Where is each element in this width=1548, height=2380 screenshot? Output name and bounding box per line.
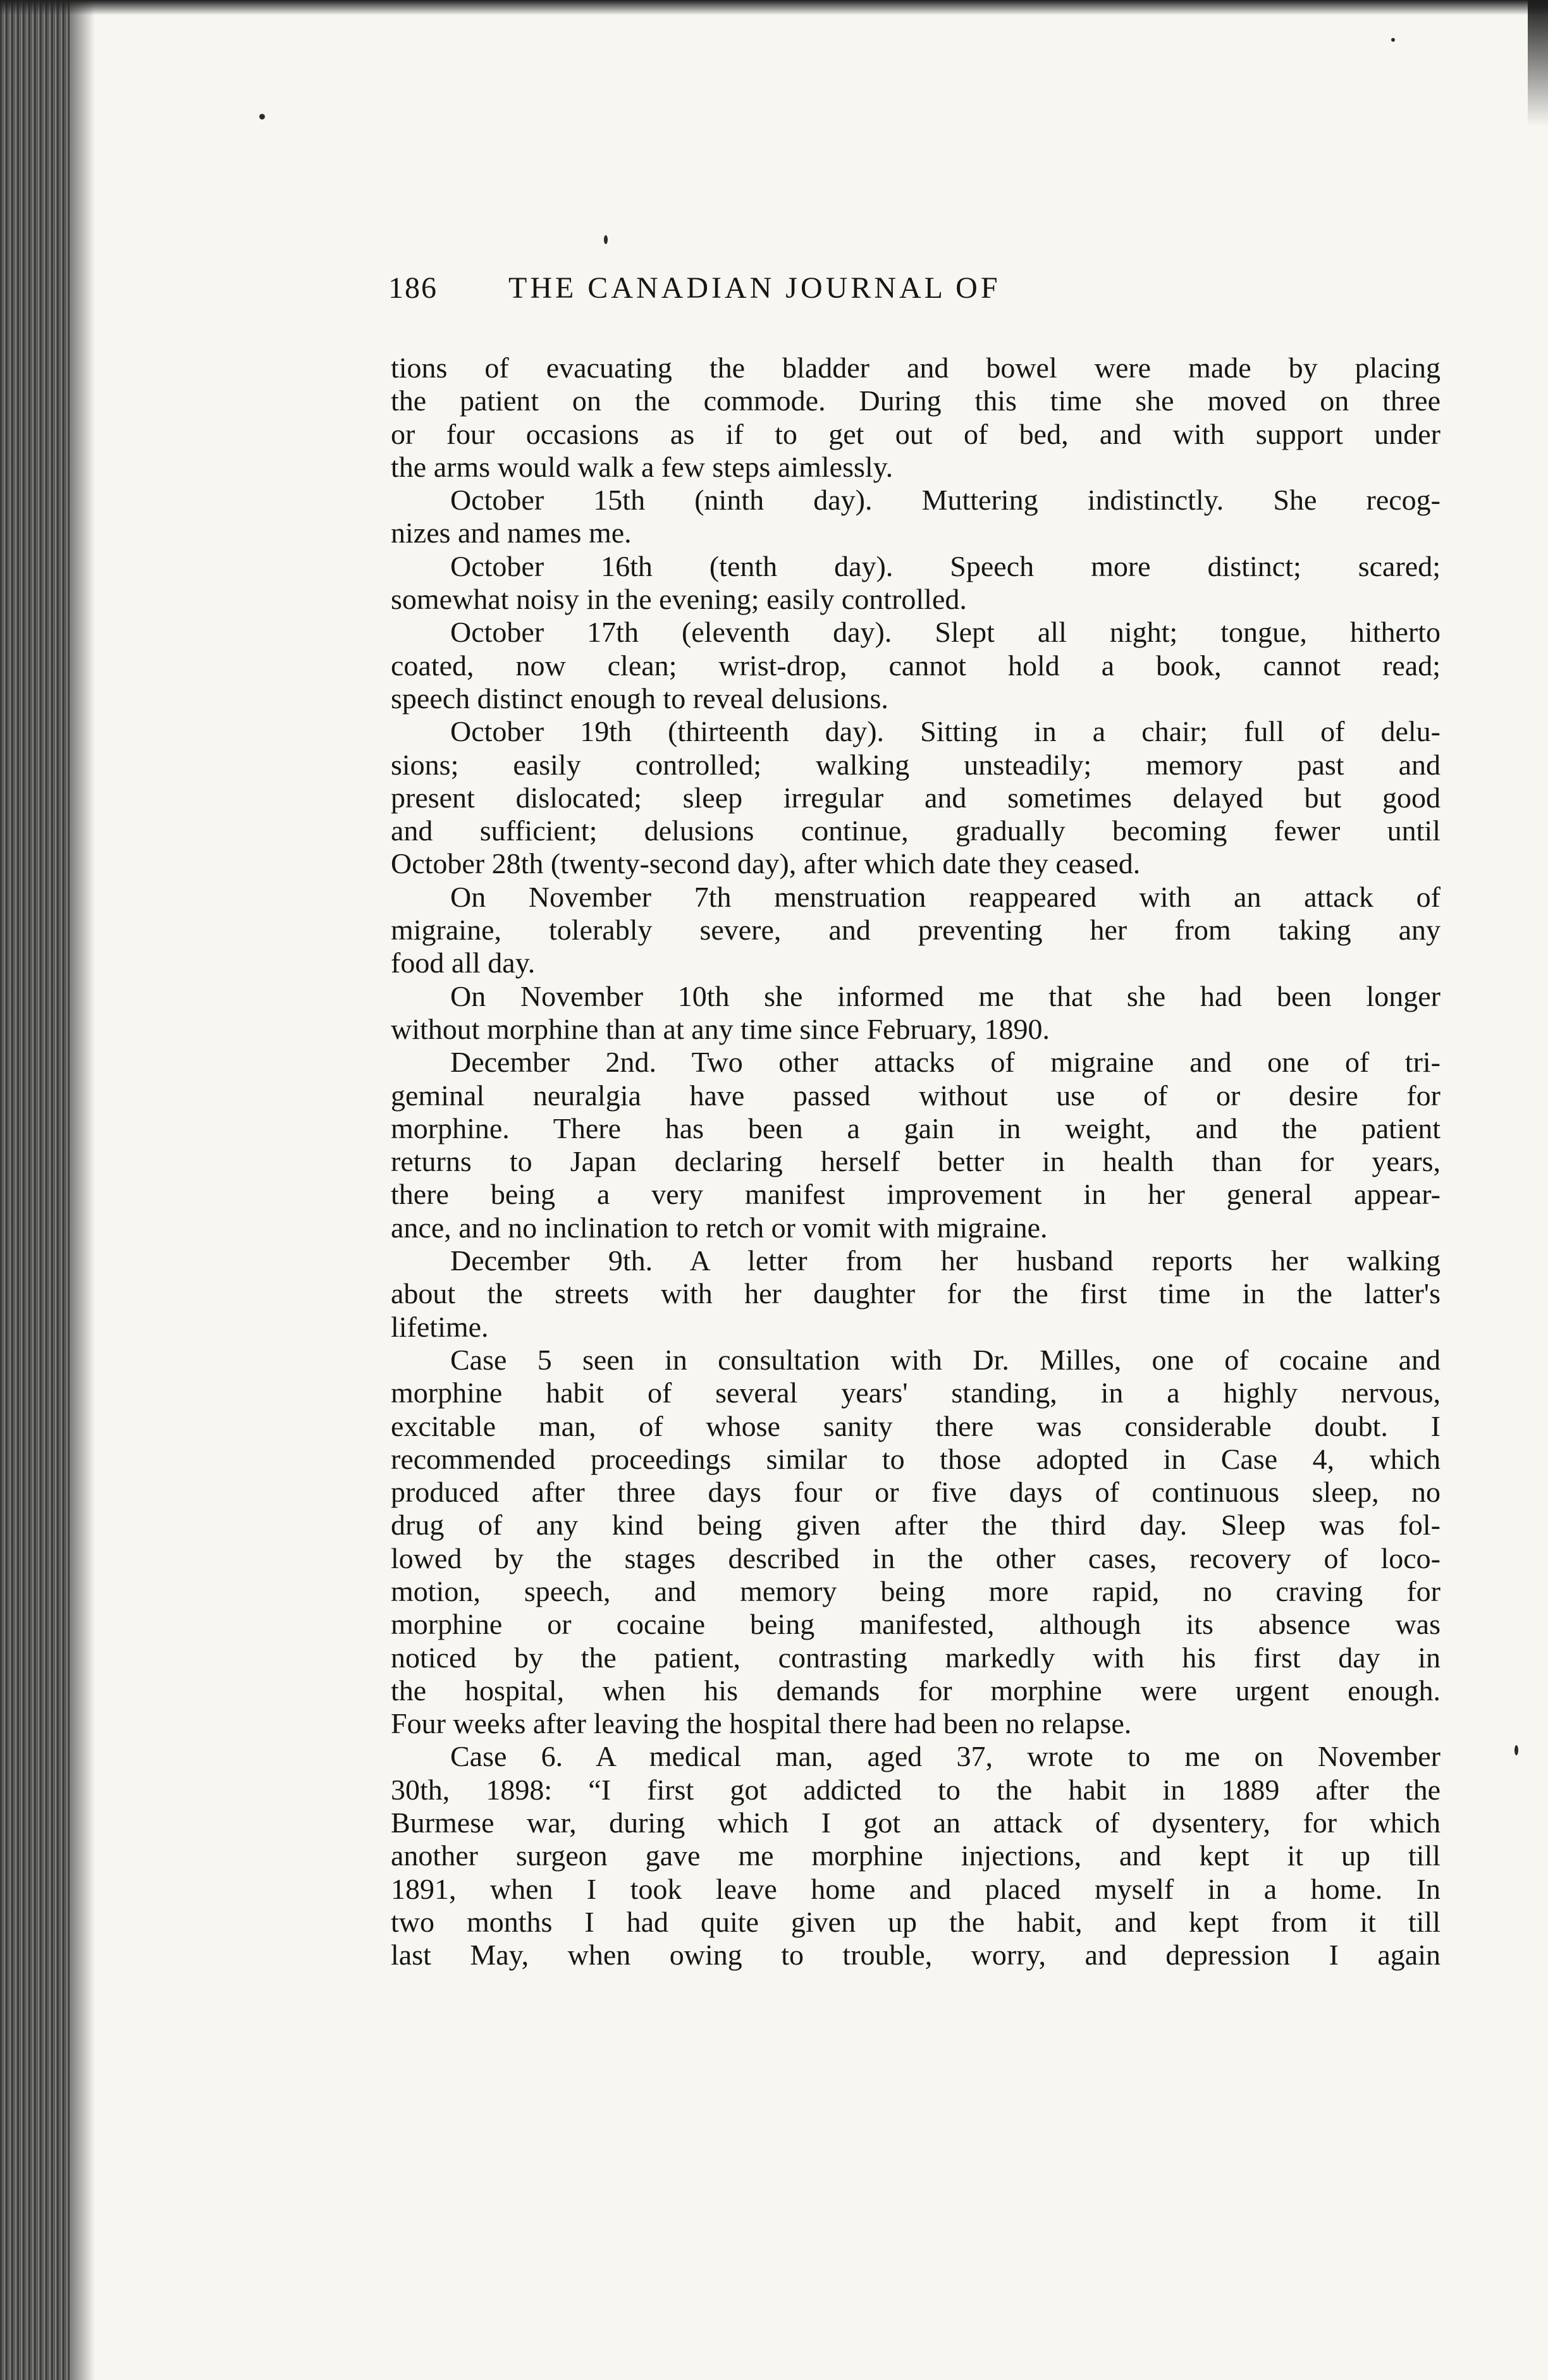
text-line: about the streets with her daughter for the first time in the latter's <box>391 1277 1440 1310</box>
text-line: produced after three days four or five days of continuous sleep, no <box>391 1476 1440 1509</box>
page-header <box>388 271 1438 309</box>
text-line: 1891, when I took leave home and placed myself in a home. In <box>391 1872 1440 1905</box>
text-line: 30th, 1898: “I first got addicted to the habit in 1889 after the <box>391 1773 1440 1806</box>
text-line: morphine. There has been a gain in weight, and the patient <box>391 1112 1440 1144</box>
ink-speck <box>1514 1745 1518 1755</box>
book-binding-edge <box>0 0 70 2380</box>
text-line: last May, when owing to trouble, worry, and depression I again <box>391 1939 1440 1972</box>
text-line: geminal neuralgia have passed without use of or desire for <box>391 1079 1440 1112</box>
text-line: On November 10th she informed me that she had been longer <box>450 979 1440 1012</box>
text-line: ance, and no inclination to retch or vomit with migraine. <box>391 1211 1048 1244</box>
text-line: somewhat noisy in the evening; easily controlled. <box>391 583 967 616</box>
running-title: THE CANADIAN JOURNAL OF <box>508 271 1001 305</box>
text-line: tions of evacuating the bladder and bowel were made by placing <box>391 352 1440 384</box>
text-line: morphine or cocaine being manifested, although its absence was <box>391 1608 1440 1641</box>
ink-speck <box>1391 38 1395 42</box>
body-text <box>391 352 1440 1972</box>
text-line: October 15th (ninth day). Muttering indistinctly. She recog- <box>450 484 1440 517</box>
text-line: excitable man, of whose sanity there was considerable doubt. I <box>391 1409 1440 1442</box>
text-line: sions; easily controlled; walking unsteadily; memory past and <box>391 748 1440 781</box>
text-line: food all day. <box>391 947 536 979</box>
text-line: or four occasions as if to get out of bed, and with support under <box>391 417 1440 450</box>
text-line: December 2nd. Two other attacks of migraine and one of tri- <box>450 1046 1440 1079</box>
text-line: returns to Japan declaring herself better in health than for years, <box>391 1145 1440 1178</box>
text-line: morphine habit of several years' standing, in a highly nervous, <box>391 1377 1440 1409</box>
page-right-edge <box>1528 0 1548 126</box>
text-line: the arms would walk a few steps aimlessly. <box>391 450 894 483</box>
text-line: speech distinct enough to reveal delusions. <box>391 682 888 715</box>
text-line: recommended proceedings similar to those adopted in Case 4, which <box>391 1442 1440 1475</box>
text-line: motion, speech, and memory being more rapid, no craving for <box>391 1574 1440 1607</box>
text-line: lifetime. <box>391 1310 489 1343</box>
text-line: there being a very manifest improvement in her general appear- <box>391 1178 1440 1211</box>
text-line: On November 7th menstruation reappeared with an attack of <box>450 880 1440 913</box>
text-line: Burmese war, during which I got an attack of dysentery, for which <box>391 1806 1440 1839</box>
text-line: the hospital, when his demands for morphine were urgent enough. <box>391 1674 1440 1707</box>
text-line: migraine, tolerably severe, and preventing her from taking any <box>391 914 1440 947</box>
text-line: October 28th (twenty-second day), after which date they ceased. <box>391 847 1141 880</box>
text-line: October 19th (thirteenth day). Sitting in a chair; full of delu- <box>450 715 1440 748</box>
text-line: without morphine than at any time since February, 1890. <box>391 1012 1050 1045</box>
ink-speck <box>259 114 265 120</box>
binding-shadow <box>70 0 95 2380</box>
text-line: another surgeon gave me morphine injections, and kept it up till <box>391 1839 1440 1872</box>
page-number: 186 <box>388 271 438 305</box>
text-line: noticed by the patient, contrasting markedly with his first day in <box>391 1641 1440 1674</box>
ink-speck <box>604 235 608 244</box>
text-line: October 16th (tenth day). Speech more distinct; scared; <box>450 549 1440 582</box>
text-line: and sufficient; delusions continue, gradually becoming fewer until <box>391 814 1440 847</box>
page-top-edge <box>0 0 1548 15</box>
text-line: October 17th (eleventh day). Slept all night; tongue, hitherto <box>450 616 1440 649</box>
text-line: two months I had quite given up the habit, and kept from it till <box>391 1905 1440 1938</box>
text-line: the patient on the commode. During this time she moved on three <box>391 384 1440 417</box>
text-line: Case 6. A medical man, aged 37, wrote to me on November <box>450 1740 1440 1773</box>
text-line: coated, now clean; wrist-drop, cannot hold a book, cannot read; <box>391 649 1440 682</box>
text-line: nizes and names me. <box>391 517 632 549</box>
text-line: drug of any kind being given after the third day. Sleep was fol- <box>391 1509 1440 1542</box>
text-line: present dislocated; sleep irregular and sometimes delayed but good <box>391 781 1440 814</box>
text-line: Four weeks after leaving the hospital there had been no relapse. <box>391 1707 1132 1740</box>
text-line: December 9th. A letter from her husband reports her walking <box>450 1244 1440 1277</box>
text-line: Case 5 seen in consultation with Dr. Milles, one of cocaine and <box>450 1343 1440 1376</box>
text-line: lowed by the stages described in the other cases, recovery of loco- <box>391 1542 1440 1574</box>
